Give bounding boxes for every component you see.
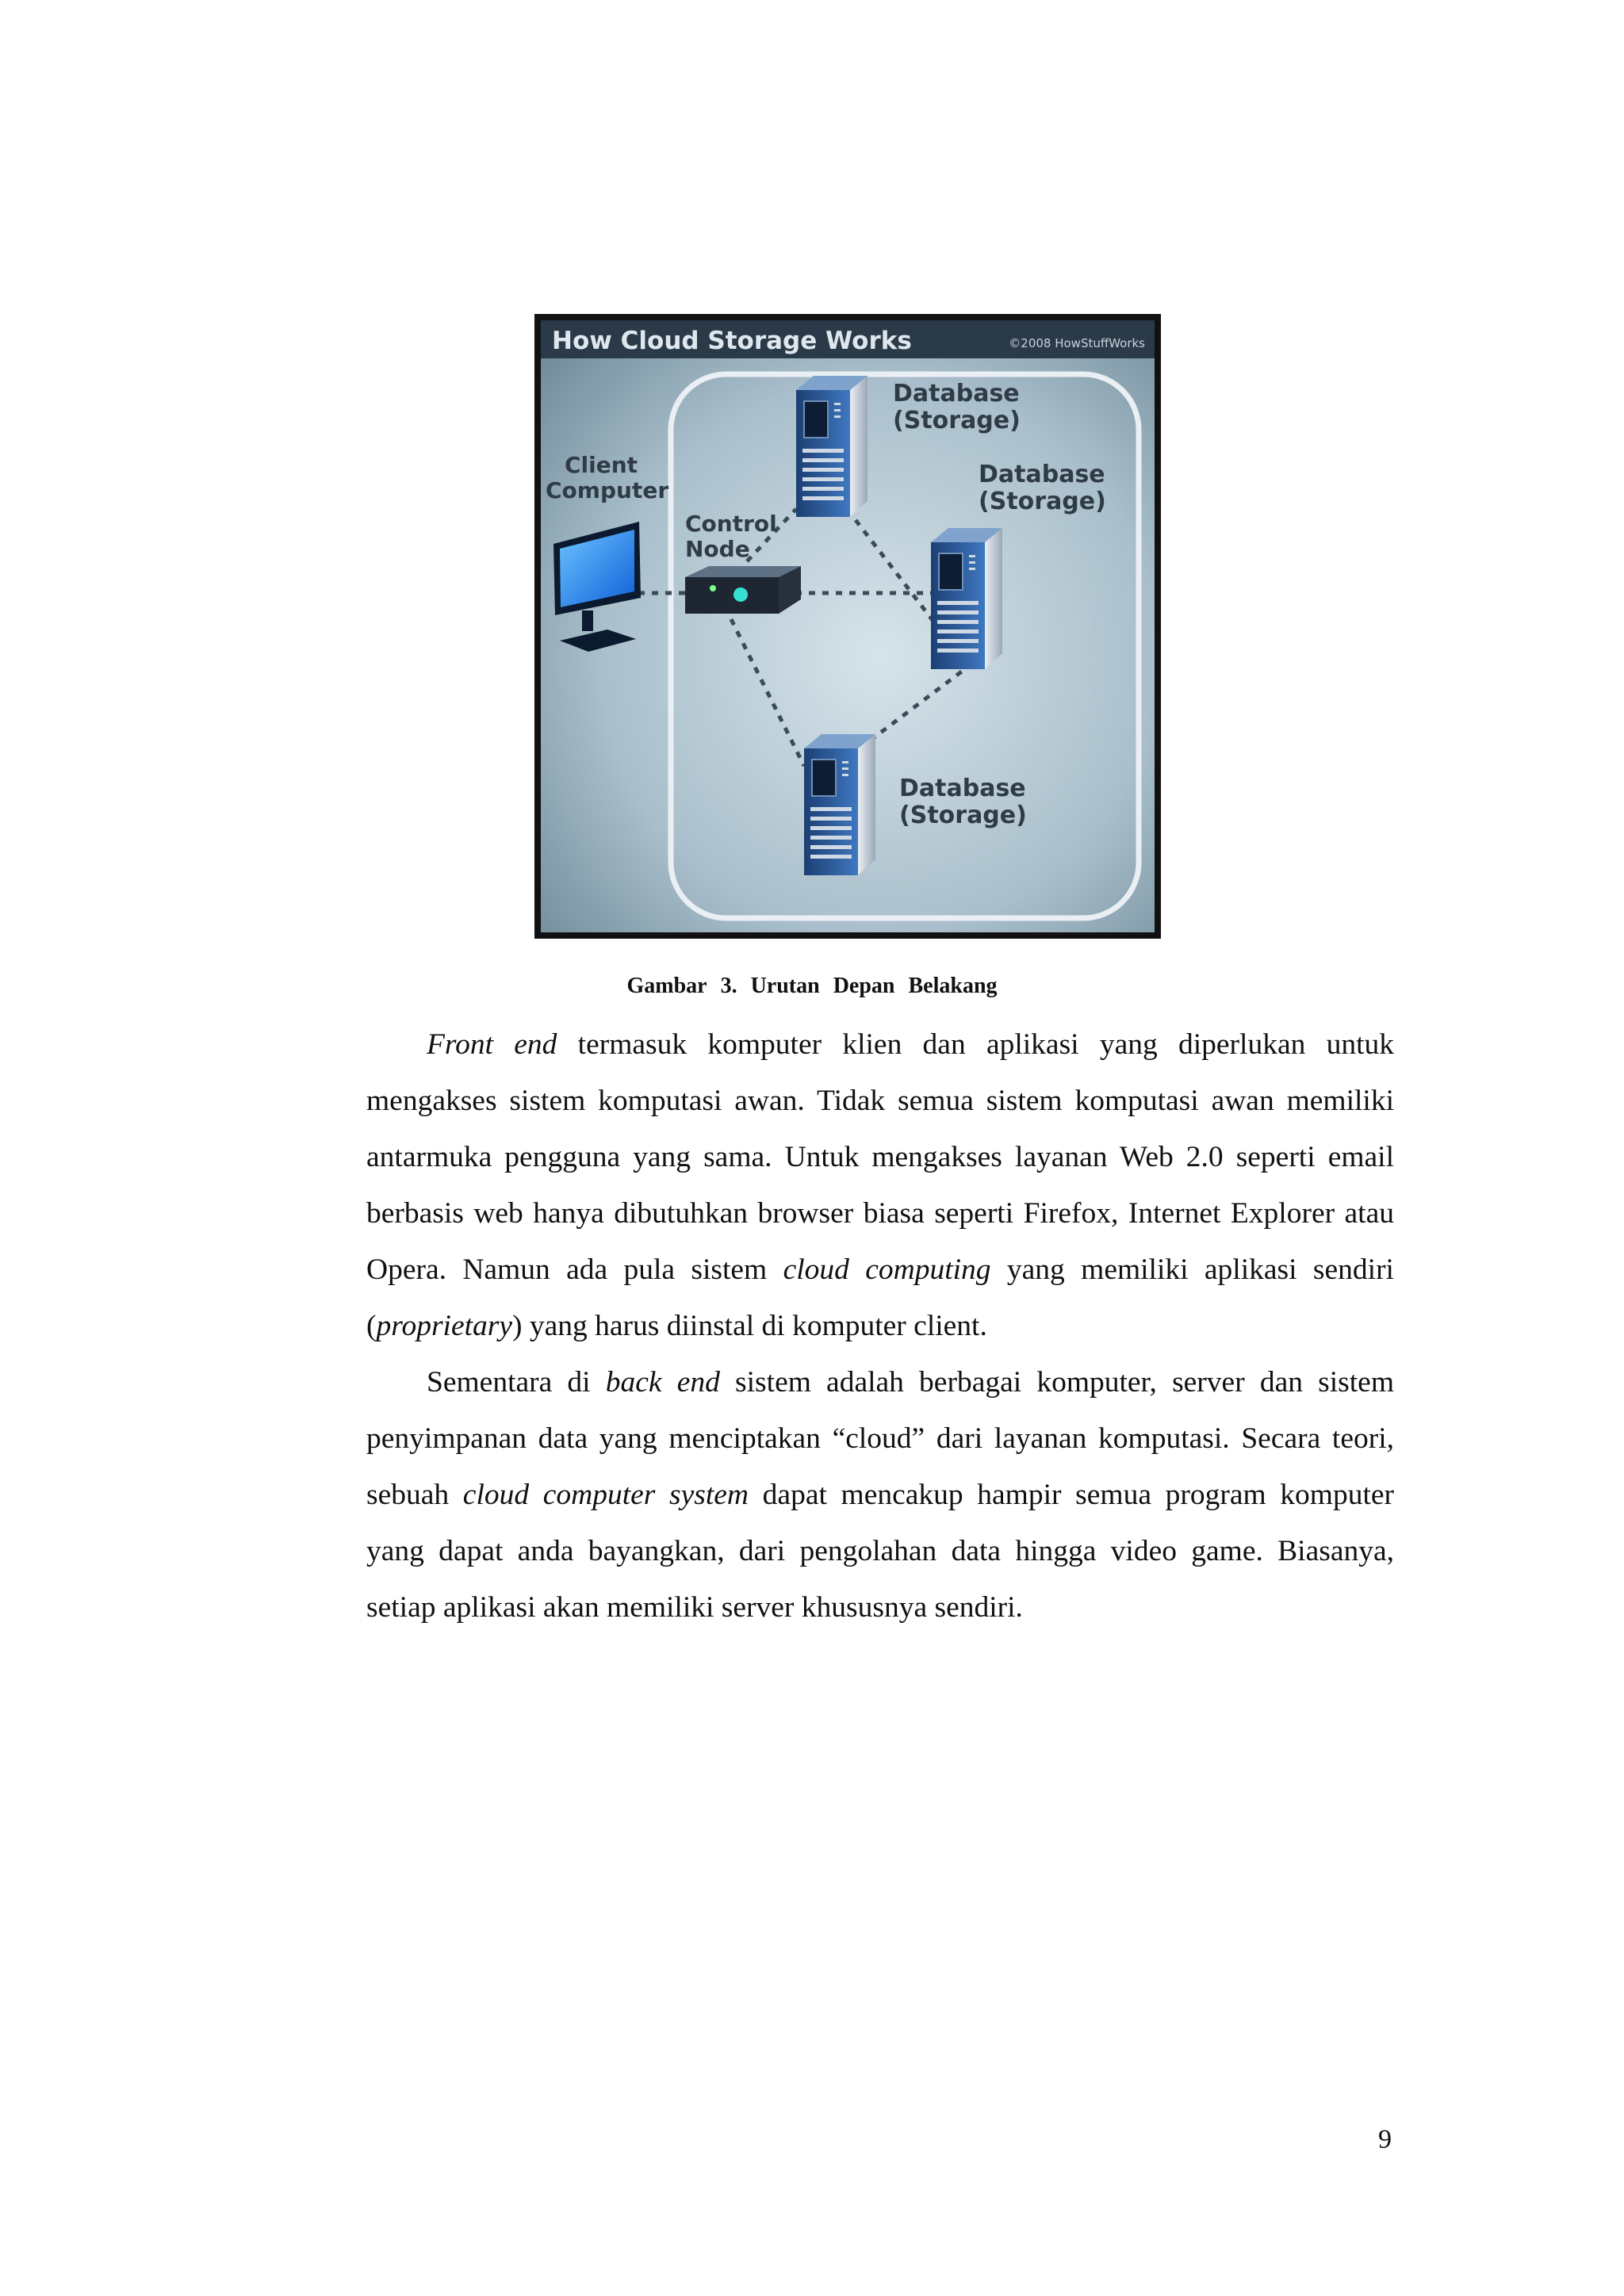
- paragraph-front-end: [366, 1016, 1394, 1354]
- paragraph-text: ) yang harus diinstal di komputer client.: [512, 1310, 987, 1342]
- term-cloud-computer-system: cloud computer system: [462, 1479, 749, 1511]
- paragraph-text: termasuk komputer klien dan aplikasi yang diperlukan untuk mengakses sistem komputasi awan. Tidak semua sistem komputasi awan memiliki antarmuka pengguna yang sama. Untuk mengakses layanan Web 2.0 seperti email berbasis web hanya dibutuhkan browser biasa seperti Firefox, Internet Explorer atau Opera. Namun ada pula sistem: [366, 1028, 1394, 1286]
- figure-title: How Cloud Storage Works: [552, 327, 912, 355]
- database-server-top-icon: [796, 376, 868, 517]
- paragraph-text: yang memiliki aplikasi sendiri (: [366, 1253, 1394, 1342]
- term-cloud-computing: cloud computing: [783, 1253, 991, 1286]
- figure-copyright: ©2008 HowStuffWorks: [1009, 336, 1145, 350]
- control-node-icon: [685, 566, 801, 614]
- paragraph-text: dapat mencakup hampir semua program komputer yang dapat anda bayangkan, dari pengolahan data hingga video game. Biasanya, setiap aplikasi akan memiliki server khususnya sendiri.: [366, 1479, 1395, 1624]
- body-text: [366, 1016, 1394, 1636]
- db-bottom-label-line1: Database: [899, 775, 1026, 802]
- term-back-end: back end: [605, 1366, 720, 1399]
- client-label-line1: Client: [565, 452, 638, 478]
- caption-word: Urutan: [750, 974, 820, 998]
- cloud-storage-figure: [534, 314, 1161, 939]
- db-bottom-label-line2: (Storage): [899, 802, 1027, 829]
- caption-word: Belakang: [908, 974, 998, 998]
- term-proprietary: proprietary: [376, 1310, 513, 1342]
- paragraph-text: Sementara di: [427, 1366, 606, 1399]
- client-label-line2: Computer: [546, 477, 669, 503]
- paragraph-back-end: [366, 1354, 1394, 1636]
- database-server-right-icon: [931, 528, 1002, 669]
- control-label-line1: Control: [685, 511, 777, 537]
- caption-number: 3.: [720, 974, 737, 998]
- db-right-label-line1: Database: [979, 461, 1105, 488]
- db-top-label-line1: Database: [893, 380, 1020, 408]
- caption-word: Depan: [833, 974, 895, 998]
- paragraph-text: sistem adalah berbagai komputer, server dan sistem penyimpanan data yang menciptakan “cloud” dari layanan komputasi. Secara teori, sebuah: [366, 1366, 1394, 1511]
- control-label-line2: Node: [685, 536, 750, 562]
- db-top-label-line2: (Storage): [893, 407, 1021, 434]
- page-number: 9: [1378, 2125, 1392, 2154]
- db-right-label-line2: (Storage): [979, 488, 1106, 515]
- term-front-end: Front end: [427, 1028, 557, 1061]
- caption-label: Gambar: [626, 974, 707, 998]
- figure-caption: [0, 974, 1624, 999]
- database-server-bottom-icon: [804, 734, 875, 875]
